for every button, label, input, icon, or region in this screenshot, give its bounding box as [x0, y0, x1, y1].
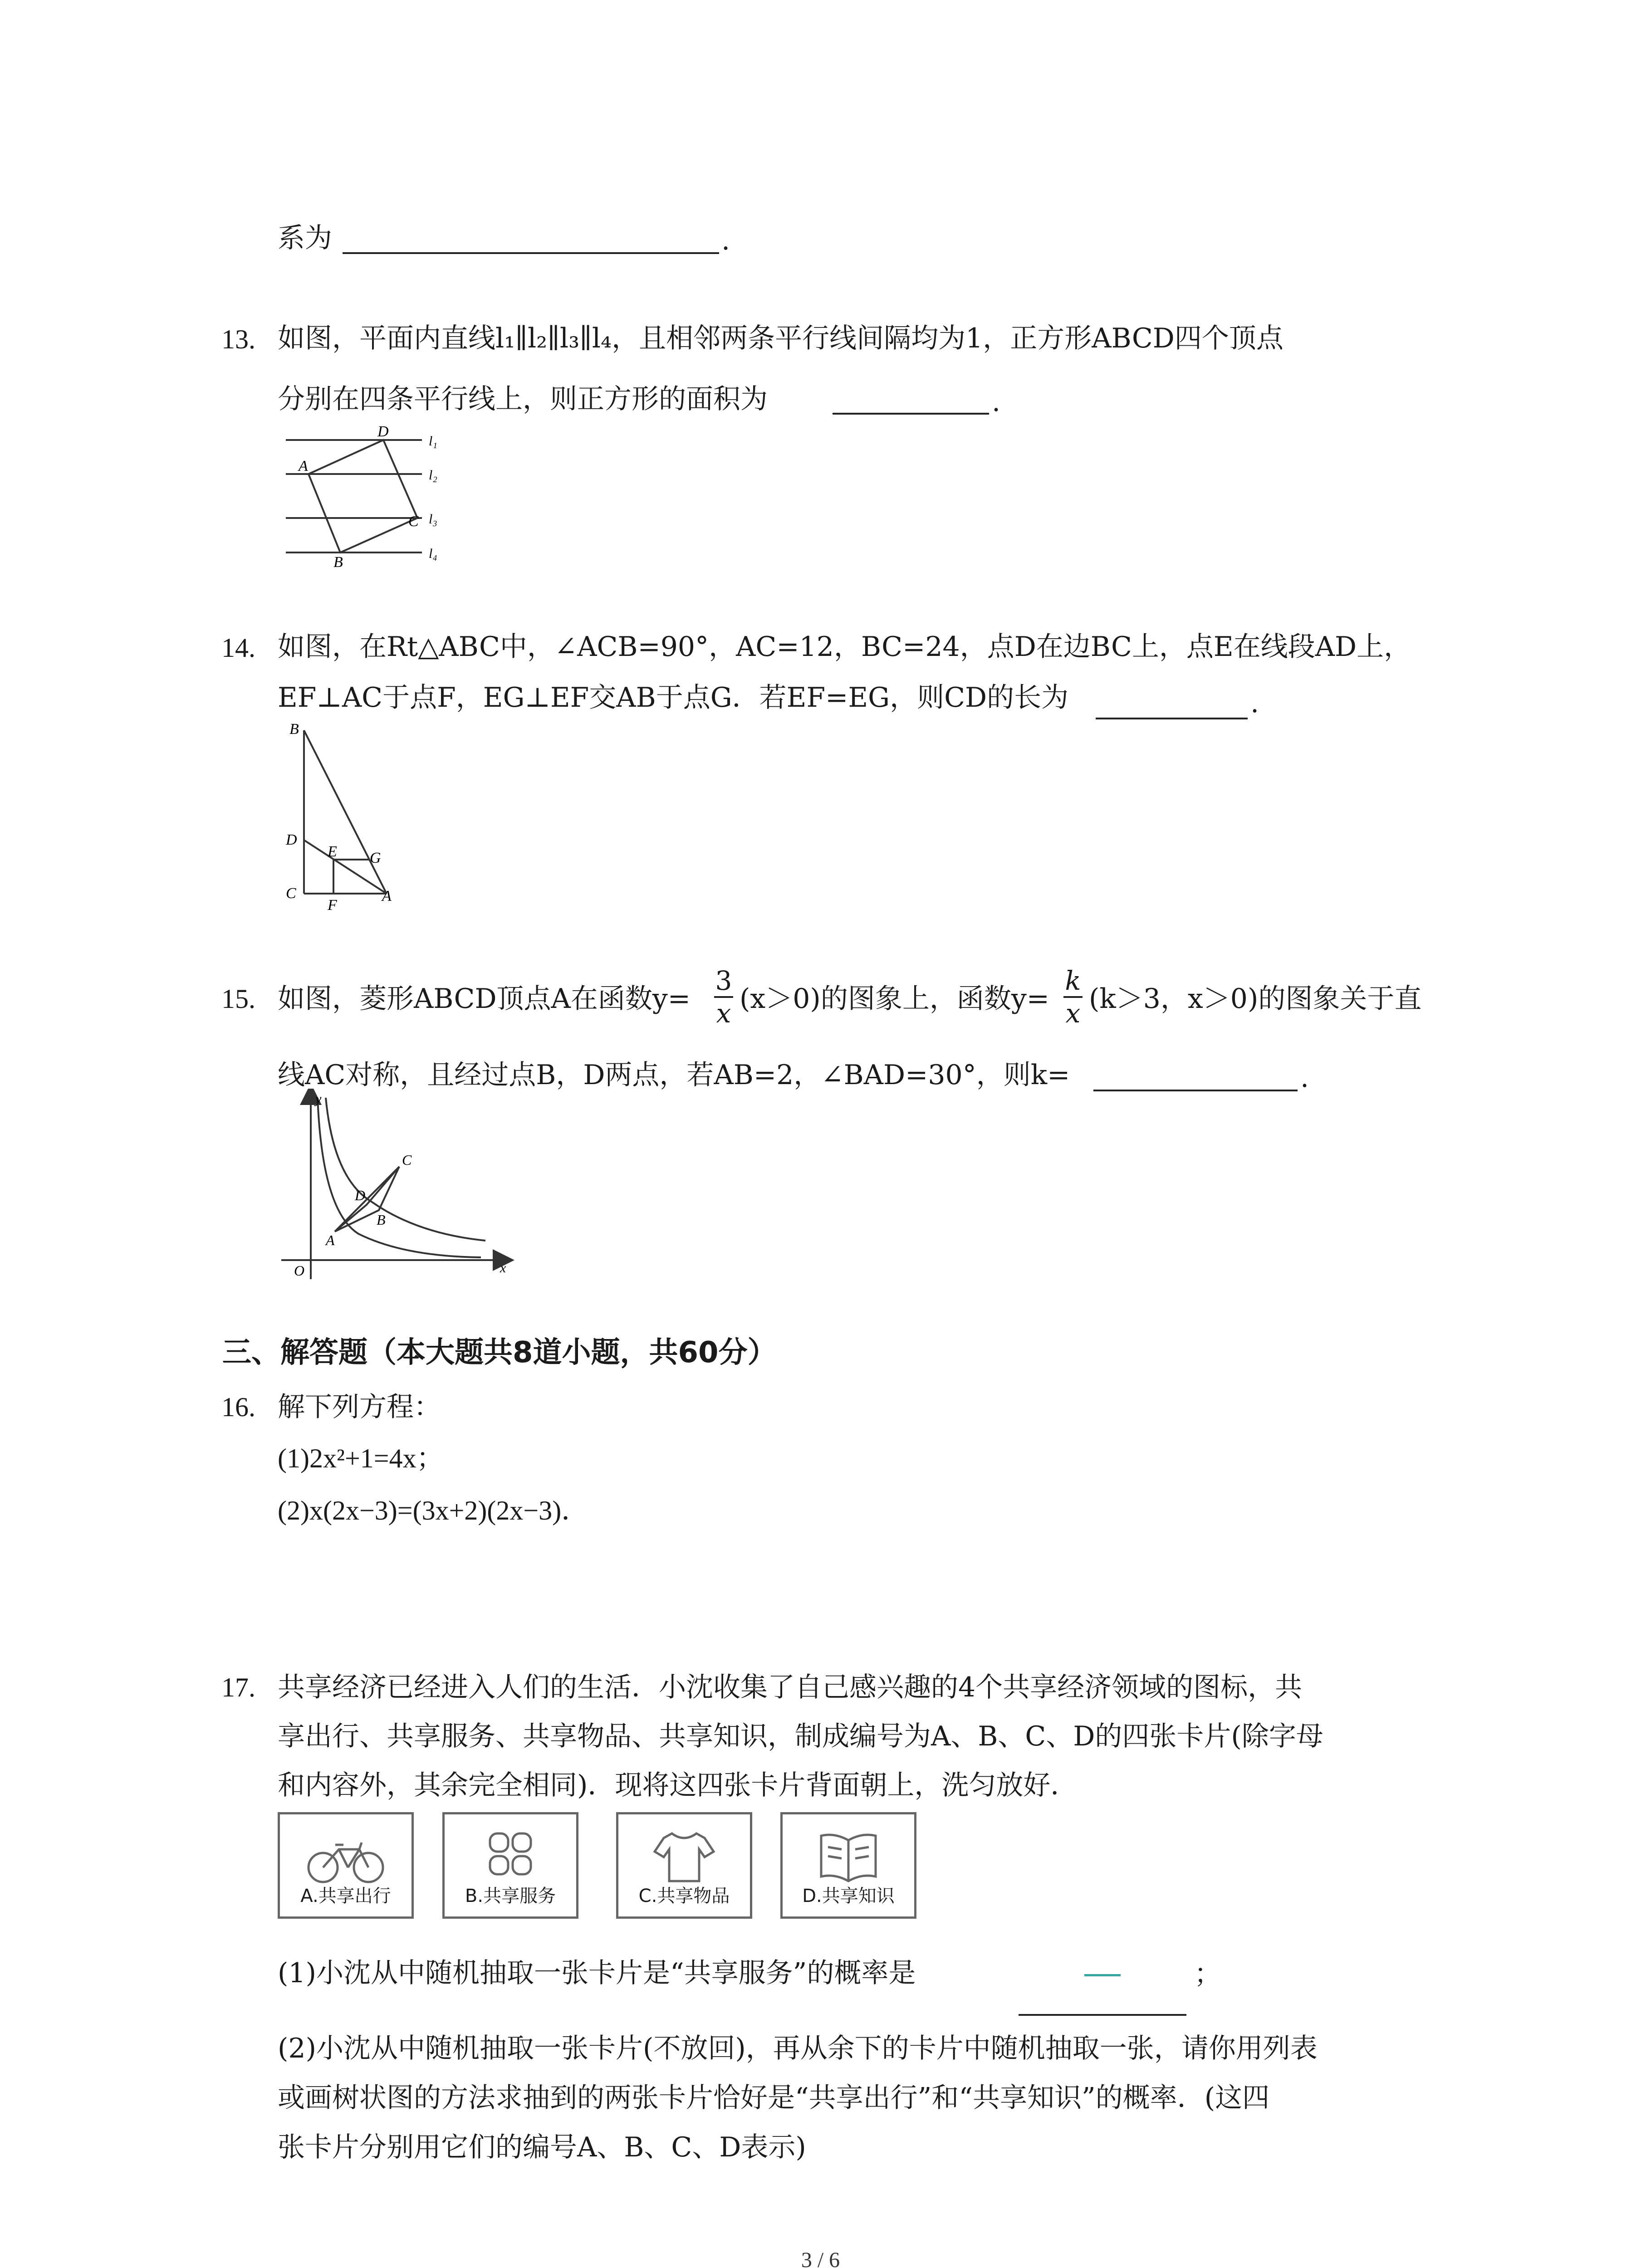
segment-AD: [304, 840, 387, 894]
label-O: O: [294, 1262, 305, 1279]
q12-answer-blank[interactable]: [343, 252, 719, 254]
segment-AB: [304, 730, 387, 894]
card-c-label: C.共享物品: [638, 1886, 730, 1906]
shirt-icon: [618, 1824, 750, 1888]
label-C: C: [402, 1152, 412, 1168]
q14-period: .: [1250, 687, 1259, 719]
page-number: 3 / 6: [801, 2248, 840, 2268]
q12-tail-text: 系为: [278, 222, 332, 254]
label-B: B: [377, 1212, 386, 1228]
diagonal-AC: [335, 1167, 399, 1232]
q15-period: .: [1300, 1062, 1309, 1094]
label-G: G: [370, 850, 381, 866]
q14-number: 14.: [221, 633, 255, 663]
fraction-denominator: x: [716, 998, 731, 1029]
q15-line1-b: (x＞0)的图象上，函数y=: [740, 983, 1049, 1015]
q13-line2: 分别在四条平行线上，则正方形的面积为: [278, 383, 768, 415]
q16-part1: (1)2x²+1=4x；: [278, 1443, 444, 1473]
q14-line2: EF⊥AC于点F，EG⊥EF交AB于点G．若EF=EG，则CD的长为: [278, 682, 1069, 714]
card-d: [780, 1812, 916, 1919]
square-abcd: [309, 440, 417, 552]
q17-part1-fraction-placeholder: [1084, 1974, 1121, 1976]
q15-line1-a: 如图，菱形ABCD顶点A在函数y=: [278, 983, 691, 1015]
label-F: F: [328, 897, 337, 912]
label-l3: l₃: [429, 512, 437, 527]
q17-part2-line1: (2)小沈从中随机抽取一张卡片(不放回)，再从余下的卡片中随机抽取一张，请你用列表: [278, 2033, 1318, 2064]
q17-line3: 和内容外，其余完全相同)．现将这四张卡片背面朝上，洗匀放好．: [278, 1769, 1078, 1801]
label-D: D: [286, 831, 297, 848]
q12-tail-period: .: [721, 225, 730, 256]
q14-figure: [277, 721, 422, 912]
fraction-numerator: k: [1065, 965, 1081, 996]
card-c: [616, 1812, 752, 1919]
q15-fraction-3-over-x: [712, 966, 735, 1034]
card-a: [278, 1812, 414, 1919]
label-x: x: [500, 1261, 506, 1276]
label-l1: l₁: [429, 434, 437, 449]
q17-part2-line2: 或画树状图的方法求抽到的两张卡片恰好是“共享出行”和“共享知识”的概率．(这四: [278, 2082, 1270, 2114]
book-icon: [783, 1824, 914, 1888]
label-A: A: [326, 1232, 335, 1248]
card-a-label: A.共享出行: [300, 1886, 391, 1906]
q15-answer-blank[interactable]: [1093, 1090, 1298, 1091]
q15-line2: 线AC对称，且经过点B，D两点，若AB=2，∠BAD=30°，则k=: [278, 1059, 1070, 1091]
q15-fraction-k-over-x: [1062, 966, 1084, 1034]
card-d-label: D.共享知识: [802, 1886, 895, 1906]
fraction-numerator: 3: [715, 965, 732, 996]
q17-part1: (1)小沈从中随机抽取一张卡片是“共享服务”的概率是: [278, 1957, 916, 1989]
q17-number: 17.: [221, 1672, 255, 1702]
label-A: A: [382, 888, 392, 904]
q13-figure: [272, 417, 463, 572]
label-D: D: [355, 1187, 366, 1203]
q17-part2-line3: 张卡片分别用它们的编号A、B、C、D表示): [278, 2131, 806, 2163]
q17-part1-answer-blank[interactable]: [1019, 2014, 1186, 2016]
label-E: E: [328, 843, 337, 860]
section-heading: 三、解答题（本大题共8道小题，共60分）: [222, 1336, 777, 1369]
q16-number: 16.: [221, 1392, 255, 1422]
clover-icon: [445, 1824, 576, 1888]
curve-y-3-over-x: [318, 1098, 481, 1257]
q16-intro: 解下列方程：: [278, 1391, 441, 1423]
q14-line1: 如图，在Rt△ABC中，∠ACB=90°，AC=12，BC=24，点D在边BC上，点E在线段AD上，: [278, 631, 1411, 663]
card-b-label: B.共享服务: [465, 1886, 556, 1906]
q17-line2: 享出行、共享服务、共享物品、共享知识，制成编号为A、B、C、D的四张卡片(除字母: [278, 1721, 1323, 1752]
q15-number: 15.: [221, 984, 255, 1014]
label-l2: l₂: [429, 468, 437, 483]
label-B: B: [289, 721, 299, 738]
label-C: C: [286, 885, 296, 902]
fraction-denominator: x: [1065, 998, 1081, 1029]
q14-answer-blank[interactable]: [1096, 718, 1248, 719]
q16-part2: (2)x(2x−3)=(3x+2)(2x−3)．: [278, 1496, 589, 1525]
q17-line1: 共享经济已经进入人们的生活．小沈收集了自己感兴趣的4个共享经济领域的图标，共: [278, 1672, 1303, 1703]
q13-number: 13.: [221, 324, 255, 354]
bicycle-icon: [280, 1824, 411, 1888]
card-b: [442, 1812, 578, 1919]
label-D: D: [377, 423, 389, 440]
label-l4: l₄: [429, 546, 437, 561]
q13-period: .: [992, 386, 1001, 418]
q15-figure: [268, 1089, 522, 1288]
label-A: A: [299, 458, 308, 474]
q17-part1-suffix: ；: [1194, 1958, 1221, 1990]
label-y: y: [315, 1091, 322, 1106]
q15-line1-c: (k＞3，x＞0)的图象关于直: [1089, 983, 1422, 1015]
q13-answer-blank[interactable]: [833, 413, 989, 415]
q13-line1: 如图，平面内直线l₁∥l₂∥l₃∥l₄，且相邻两条平行线间隔均为1，正方形ABCD四个顶点: [278, 323, 1283, 354]
label-B: B: [333, 554, 343, 571]
label-C: C: [408, 513, 419, 530]
